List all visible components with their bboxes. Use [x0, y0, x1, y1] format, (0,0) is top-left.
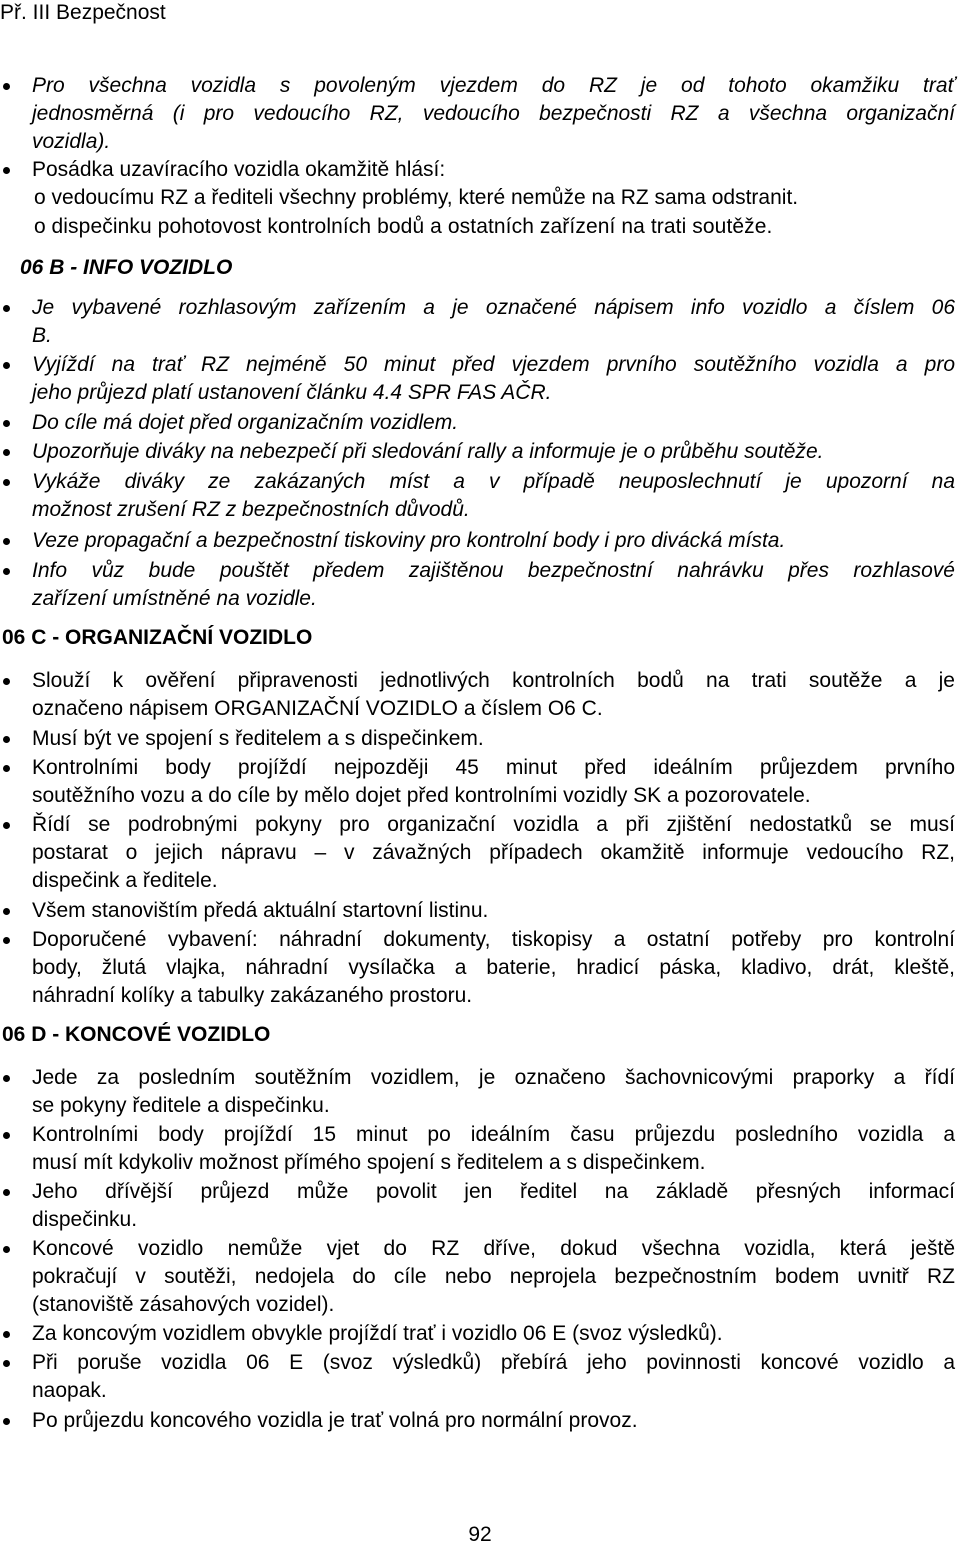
- text-line: Vyjíždí na trať RZ nejméně 50 minut před vjezdem prvního soutěžního vozidla a pro: [32, 353, 955, 376]
- text-line: náhradní kolíky a tabulky zakázaného prostoru.: [32, 984, 473, 1007]
- sub-item: [34, 184, 798, 212]
- page-header: Př. III Bezpečnost: [0, 1, 166, 24]
- text-line: Upozorňuje diváky na nebezpečí při sledování rally a informuje je o průběhu soutěže.: [32, 440, 824, 463]
- text-line: dispečinku.: [32, 1208, 138, 1231]
- text-line: Do cíle má dojet před organizačním vozidlem.: [32, 411, 459, 434]
- bullet-icon: [3, 362, 10, 369]
- text-line: se pokyny ředitele a dispečinku.: [32, 1094, 330, 1117]
- bullet-icon: [3, 1075, 10, 1082]
- bullet-icon: [3, 765, 10, 772]
- bullet-icon: [3, 1418, 10, 1425]
- bullet-icon: [3, 420, 10, 427]
- text-line: možnost zrušení RZ z bezpečnostních důvodů.: [32, 498, 470, 521]
- text-line: postarat o jejich nápravu – v závažných případech okamžitě informuje vedoucího RZ,: [32, 841, 955, 864]
- text-line: Při poruše vozidla 06 E (svoz výsledků) přebírá jeho povinnosti koncové vozidlo a: [32, 1351, 955, 1374]
- bullet-icon: [3, 538, 10, 545]
- bullet-icon: [3, 83, 10, 90]
- bullet-icon: [3, 568, 10, 575]
- sub-item-text: dispečinku pohotovost kontrolních bodů a ostatních zařízení na trati soutěže.: [51, 215, 773, 238]
- bullet-icon: [3, 1132, 10, 1139]
- bullet-icon: [3, 908, 10, 915]
- bullet-icon: [3, 167, 10, 174]
- text-line: musí mít kdykoliv možnost přímého spojení s ředitelem a s dispečinkem.: [32, 1151, 706, 1174]
- text-line: B.: [32, 324, 52, 347]
- text-line: Musí být ve spojení s ředitelem a s dispečinkem.: [32, 727, 484, 750]
- text-line: zařízení umístněné na vozidle.: [32, 587, 317, 610]
- sub-item: [34, 213, 773, 241]
- text-line: Jede za posledním soutěžním vozidlem, je označeno šachovnicovými praporky a řídí: [32, 1066, 955, 1089]
- page-number: 92: [468, 1523, 492, 1546]
- sub-item-text: vedoucímu RZ a řediteli všechny problémy, které nemůže na RZ sama odstranit.: [51, 186, 799, 209]
- bullet-icon: [3, 1331, 10, 1338]
- text-line: (stanoviště zásahových vozidel).: [32, 1293, 335, 1316]
- text-line: Pro všechna vozidla s povoleným vjezdem do RZ je od tohoto okamžiku trať: [32, 74, 955, 97]
- text-line: jednosměrná (i pro vedoucího RZ, vedoucího bezpečnosti RZ a všechna organizační: [32, 102, 955, 125]
- text-line: Jeho dřívější průjezd může povolit jen ředitel na základě přesných informací: [32, 1180, 955, 1203]
- text-line: Posádka uzavíracího vozidla okamžitě hlásí:: [32, 158, 446, 181]
- text-line: označeno nápisem ORGANIZAČNÍ VOZIDLO a číslem O6 C.: [32, 697, 603, 720]
- section-heading: 06 C - ORGANIZAČNÍ VOZIDLO: [2, 626, 313, 649]
- text-line: body, žlutá vlajka, náhradní vysílačka a baterie, hradicí páska, kladivo, drát, kleště,: [32, 956, 955, 979]
- bullet-icon: [3, 822, 10, 829]
- sub-bullet-icon: o: [34, 215, 52, 238]
- bullet-icon: [3, 449, 10, 456]
- text-line: jeho průjezd platí ustanovení článku 4.4 SPR FAS AČR.: [32, 381, 552, 404]
- text-line: Doporučené vybavení: náhradní dokumenty, tiskopisy a ostatní potřeby pro kontrolní: [32, 928, 955, 951]
- text-line: Vykáže diváky ze zakázaných míst a v případě neuposlechnutí je upozorní na: [32, 470, 955, 493]
- bullet-icon: [3, 736, 10, 743]
- text-line: Za koncovým vozidlem obvykle projíždí trať i vozidlo 06 E (svoz výsledků).: [32, 1322, 723, 1345]
- text-line: Slouží k ověření připravenosti jednotlivých kontrolních bodů na trati soutěže a je: [32, 669, 955, 692]
- bullet-icon: [3, 305, 10, 312]
- bullet-icon: [3, 1360, 10, 1367]
- text-line: vozidla).: [32, 130, 111, 153]
- text-line: Veze propagační a bezpečnostní tiskoviny pro kontrolní body i pro divácká místa.: [32, 529, 786, 552]
- text-line: Je vybavené rozhlasovým zařízením a je označené nápisem info vozidlo a číslem 06: [32, 296, 955, 319]
- section-heading: 06 B - INFO VOZIDLO: [20, 256, 233, 279]
- text-line: Koncové vozidlo nemůže vjet do RZ dříve, dokud všechna vozidla, která ještě: [32, 1237, 955, 1260]
- text-line: pokračují v soutěži, nedojela do cíle nebo neprojela bezpečnostním bodem uvnitř RZ: [32, 1265, 955, 1288]
- text-line: Řídí se podrobnými pokyny pro organizační vozidla a při zjištění nedostatků se musí: [32, 813, 955, 836]
- text-line: Info vůz bude pouštět předem zajištěnou bezpečnostní nahrávku přes rozhlasové: [32, 559, 955, 582]
- text-line: Kontrolními body projíždí 15 minut po ideálním času průjezdu posledního vozidla a: [32, 1123, 955, 1146]
- text-line: Po průjezdu koncového vozidla je trať volná pro normální provoz.: [32, 1409, 638, 1432]
- bullet-icon: [3, 937, 10, 944]
- bullet-icon: [3, 479, 10, 486]
- text-line: soutěžního vozu a do cíle by mělo dojet před kontrolními vozidly SK a pozorovatele.: [32, 784, 811, 807]
- bullet-icon: [3, 1189, 10, 1196]
- section-heading: 06 D - KONCOVÉ VOZIDLO: [2, 1023, 271, 1046]
- bullet-icon: [3, 678, 10, 685]
- text-line: Kontrolními body projíždí nejpozději 45 minut před ideálním průjezdem prvního: [32, 756, 955, 779]
- sub-bullet-icon: o: [34, 186, 52, 209]
- text-line: Všem stanovištím předá aktuální startovní listinu.: [32, 899, 489, 922]
- text-line: naopak.: [32, 1379, 107, 1402]
- text-line: dispečink a ředitele.: [32, 869, 218, 892]
- bullet-icon: [3, 1246, 10, 1253]
